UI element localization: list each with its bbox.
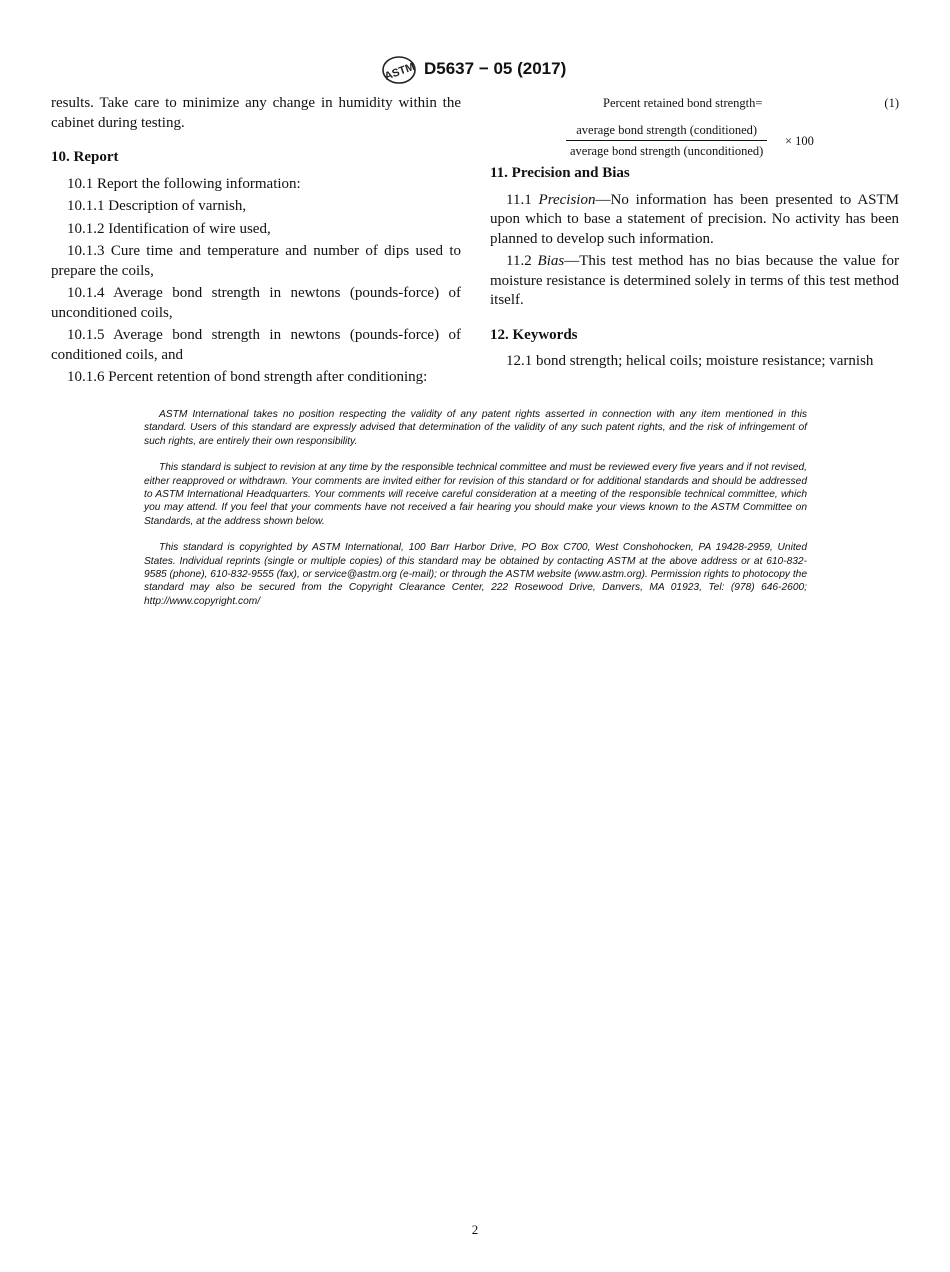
- fraction-numerator: average bond strength (conditioned): [566, 122, 767, 141]
- fraction-factor: × 100: [785, 134, 814, 148]
- paragraph-11-1: 11.1 Precision—No information has been presented to ASTM upon which to base a statement of precision. No activity has been planned to develop such information.: [490, 191, 899, 247]
- svg-text:ASTM: ASTM: [382, 60, 417, 83]
- page-header: [0, 56, 950, 84]
- astm-logo-icon: [380, 56, 418, 84]
- report-item: 10.1.2 Identification of wire used,: [67, 220, 271, 237]
- left-column: [51, 94, 461, 391]
- page-number: 2: [471, 1222, 479, 1237]
- notice-copyright: This standard is copyrighted by ASTM International, 100 Barr Harbor Drive, PO Box C700, West Conshohocken, PA 19428-2959, United States. Individual reprints (single or multiple copies) of this standard may be obtained by contacting ASTM at the above address or at 610-832-9585 (phone), 610-832-9555 (fax), or service@astm.org (e-mail); or through the ASTM website (www.astm.org). Permission rights to photocopy the standard may also be secured from the Copyright Clearance Center, 222 Rosewood Drive, Danvers, MA 01923, Tel: (978) 646-2600; http://www.copyright.com/: [144, 542, 807, 607]
- report-item: 10.1.4 Average bond strength in newtons (pounds-force) of unconditioned coils,: [51, 285, 461, 321]
- paragraph-11-2: 11.2 Bias—This test method has no bias because the value for moisture resistance is determined solely in terms of this test method itself.: [490, 253, 900, 308]
- notice-revision: This standard is subject to revision at any time by the responsible technical committee and must be reviewed every five years and if not revised, either reapproved or withdrawn. Your comments are invited either for revision of this standard or for additional standards and should be addressed to ASTM International Headquarters. Your comments will receive careful consideration at a meeting of the responsible technical committee, which you may attend. If you feel that your comments have not received a fair hearing you should make your views known to the ASTM Committee on Standards, at the address shown below.: [144, 462, 807, 527]
- section-12-heading: 12. Keywords: [490, 326, 578, 343]
- document-designation: D5637 − 05 (2017): [424, 59, 567, 78]
- notice-patent: ASTM International takes no position respecting the validity of any patent rights asserted in connection with any item mentioned in this standard. Users of this standard are expressly advised that determination of the validity of any such patent rights, and the risk of infringement of such rights, are entirely their own responsibility.: [144, 409, 807, 447]
- equation-line: [490, 94, 899, 114]
- report-item: 10.1 Report the following information:: [67, 175, 301, 192]
- report-item: 10.1.5 Average bond strength in newtons (pounds-force) of conditioned coils, and: [51, 327, 461, 363]
- fraction-denominator: average bond strength (unconditioned): [570, 144, 764, 158]
- section-10-heading: 10. Report: [51, 149, 119, 165]
- paragraph-12-1: 12.1 bond strength; helical coils; moisture resistance; varnish: [506, 353, 874, 369]
- equation-number: (1): [884, 96, 899, 110]
- equation-lhs: Percent retained bond strength=: [603, 96, 763, 110]
- report-item: 10.1.1 Description of varnish,: [67, 198, 247, 214]
- report-item: 10.1.6 Percent retention of bond strength after conditioning:: [67, 369, 428, 385]
- continuation-paragraph: results. Take care to minimize any change in humidity within the cabinet during testing.: [51, 95, 461, 131]
- section-11-heading: 11. Precision and Bias: [490, 165, 630, 181]
- legal-notices: [144, 408, 807, 621]
- equation-fraction: [490, 114, 899, 160]
- report-item: 10.1.3 Cure time and temperature and number of dips used to prepare the coils,: [51, 243, 461, 279]
- right-column: [490, 94, 899, 375]
